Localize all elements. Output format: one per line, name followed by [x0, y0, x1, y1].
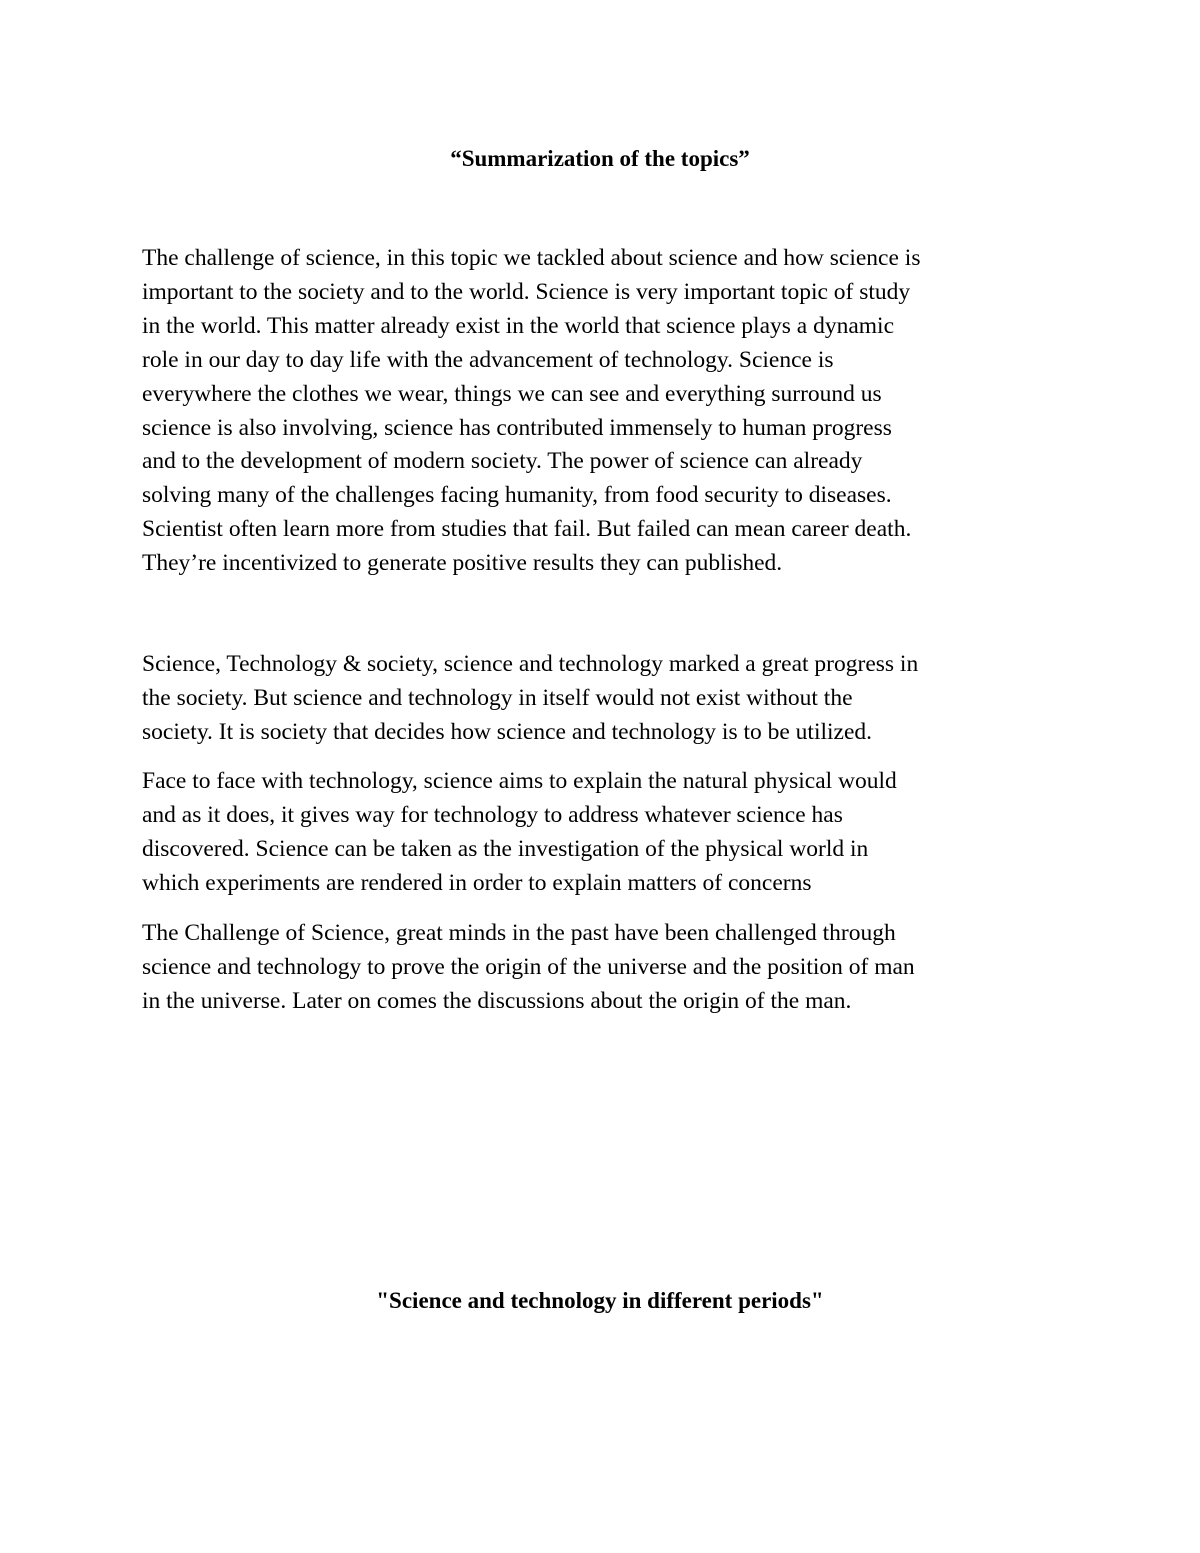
paragraph-challenge-of-science-origins — [142, 917, 1067, 1019]
paragraph-line: Scientist often learn more from studies that fail. But failed can mean career death. — [142, 516, 912, 543]
paragraph-line: role in our day to day life with the advancement of technology. Science is — [142, 346, 834, 373]
paragraph-line: Face to face with technology, science aims to explain the natural physical would — [142, 768, 897, 794]
paragraph-line: Science, Technology & society, science and technology marked a great progress in — [142, 651, 919, 677]
paragraph-line: and to the development of modern society. The power of science can already — [142, 448, 863, 475]
paragraph-line: in the world. This matter already exist in the world that science plays a dynamic — [142, 312, 894, 339]
next-section-title: "Science and technology in different periods" — [376, 1288, 824, 1313]
paragraph-line: The challenge of science, in this topic we tackled about science and how science is — [142, 245, 921, 271]
paragraph-challenge-of-science — [142, 242, 1067, 581]
paragraph-line: solving many of the challenges facing humanity, from food security to diseases. — [142, 482, 892, 509]
paragraph-line: society. It is society that decides how science and technology is to be utilized. — [142, 718, 873, 745]
paragraph-line: everywhere the clothes we wear, things we can see and everything surround us — [142, 380, 882, 407]
paragraph-line: the society. But science and technology in itself would not exist without the — [142, 684, 853, 711]
paragraph-science-technology-society — [142, 648, 1067, 750]
paragraph-line: and as it does, it gives way for technology to address whatever science has — [142, 801, 843, 828]
paragraph-line: important to the society and to the world. Science is very important topic of study — [142, 278, 911, 305]
paragraph-line: discovered. Science can be taken as the investigation of the physical world in — [142, 835, 869, 862]
paragraph-line: science is also involving, science has contributed immensely to human progress — [142, 414, 892, 441]
paragraph-line: science and technology to prove the origin of the universe and the position of man — [142, 953, 915, 980]
document-title: “Summarization of the topics” — [450, 146, 750, 171]
paragraph-line: which experiments are rendered in order to explain matters of concerns — [142, 869, 812, 896]
paragraph-line: The Challenge of Science, great minds in the past have been challenged through — [142, 920, 896, 946]
paragraph-face-to-face-with-technology — [142, 765, 1067, 901]
paragraph-line: in the universe. Later on comes the discussions about the origin of the man. — [142, 987, 852, 1014]
paragraph-line: They’re incentivized to generate positive results they can published. — [142, 550, 783, 577]
